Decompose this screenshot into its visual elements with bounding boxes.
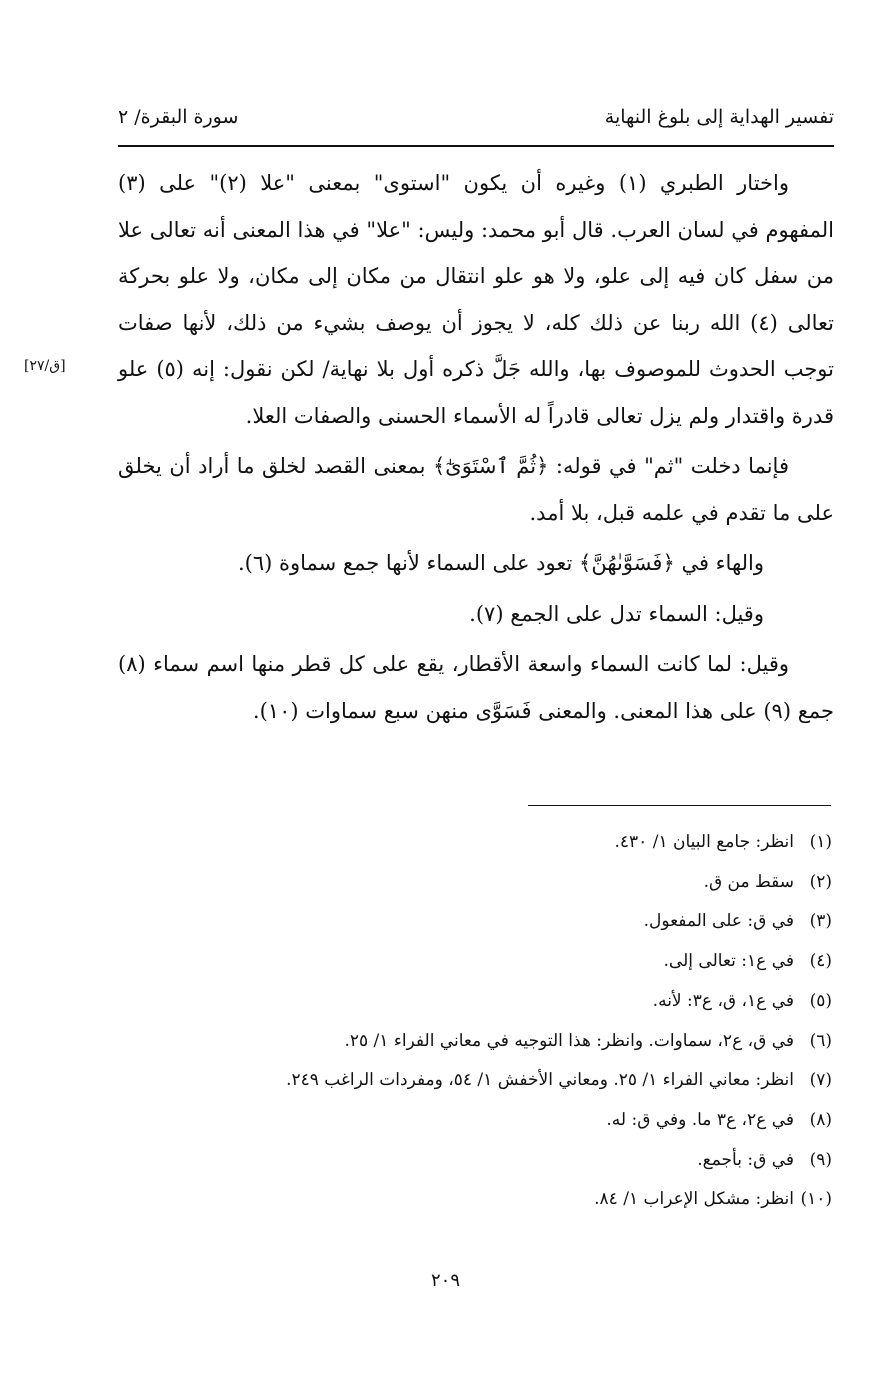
footnote-item	[200, 1022, 832, 1062]
footnote-number: (١٠)	[800, 1189, 832, 1210]
footnote-item	[200, 1180, 832, 1220]
footnote-text: انظر: معاني الفراء ١/ ٢٥. ومعاني الأخفش ١/ ٥٤، ومفردات الراغب ٢٤٩.	[286, 1070, 794, 1091]
footnotes	[200, 823, 832, 1220]
paragraph: والهاء في ﴿فَسَوَّىٰهُنَّ﴾ تعود على السماء لأنها جمع سماوة (٦).	[237, 551, 764, 575]
paragraph: وقيل: السماء تدل على الجمع (٧).	[469, 601, 764, 626]
footnote-text: في ع٢، ع٣ ما. وفي ق: له.	[606, 1109, 794, 1130]
footnote-number: (١)	[809, 832, 832, 852]
paragraph: وقيل: لما كانت السماء واسعة الأقطار، يقع على كل قطر منها اسم سماء (٨) جمع (٩) على هذا المعنى. والمعنى فَسَوَّى منهن سبع سماوات (١٠).	[118, 652, 834, 723]
footnote-text: في ق: بأجمع.	[697, 1149, 794, 1170]
manuscript-margin-reference: [ق/٢٧]	[24, 358, 66, 374]
footnote-item	[200, 942, 832, 982]
surah-label: سورة البقرة/ ٢	[118, 106, 239, 128]
footnote-divider	[528, 805, 831, 806]
running-header	[118, 106, 834, 140]
book-title: تفسير الهداية إلى بلوغ النهاية	[604, 106, 834, 128]
footnote-number: (٢)	[809, 871, 832, 892]
paragraph: فإنما دخلت "ثم" في قوله: ﴿ثُمَّ ٱسْتَوَىٰٓ﴾ بمعنى القصد لخلق ما أراد أن يخلق على ما تقدم في علمه قبل، بلا أمد.	[118, 454, 834, 525]
footnote-number: (٨)	[809, 1109, 832, 1130]
header-divider	[118, 145, 834, 147]
footnote-number: (٩)	[809, 1149, 832, 1170]
footnote-item	[200, 863, 832, 903]
footnote-text: انظر: جامع البيان ١/ ٤٣٠.	[614, 832, 794, 852]
footnote-number: (٤)	[809, 951, 832, 972]
footnote-item	[200, 902, 832, 942]
footnote-number: (٥)	[809, 990, 832, 1011]
footnote-text: انظر: مشكل الإعراب ١/ ٨٤.	[594, 1189, 794, 1210]
footnote-item	[200, 1061, 832, 1101]
footnote-item	[200, 1141, 832, 1181]
footnote-item	[200, 823, 832, 863]
footnote-text: في ع١: تعالى إلى.	[663, 951, 794, 972]
footnote-number: (٦)	[809, 1030, 832, 1051]
footnote-text: في ق: على المفعول.	[643, 911, 794, 932]
footnote-item	[200, 982, 832, 1022]
paragraph: واختار الطبري (١) وغيره أن يكون "استوى" بمعنى "علا (٢)" على (٣) المفهوم في لسان العرب. قال أبو محمد: وليس: "علا" في هذا المعنى أنه تعالى علا من سفل كان فيه إلى علو، ولا هو علو انتقال من مكان إلى مكان، ولا علو بحركة تعالى (٤) الله ربنا عن ذلك كله، لا يجوز أن يوصف بشيء من ذلك، لأنها صفات توجب الحدوث للموصوف بها، والله جَلَّ ذكره أول بلا نهاية/ لكن نقول: إنه (٥) علو قدرة واقتدار ولم يزل تعالى قادراً له الأسماء الحسنى والصفات العلا.	[118, 171, 834, 428]
footnote-text: في ع١، ق، ع٣: لأنه.	[652, 990, 794, 1011]
footnote-text: في ق، ع٢، سماوات. وانظر: هذا التوجيه في معاني الفراء ١/ ٢٥.	[344, 1030, 794, 1051]
footnote-item	[200, 1101, 832, 1141]
footnote-number: (٣)	[809, 911, 832, 932]
footnote-number: (٧)	[809, 1070, 832, 1091]
main-text	[118, 160, 834, 734]
footnote-text: سقط من ق.	[703, 871, 794, 892]
page-number: ٢٠٩	[430, 1270, 460, 1291]
